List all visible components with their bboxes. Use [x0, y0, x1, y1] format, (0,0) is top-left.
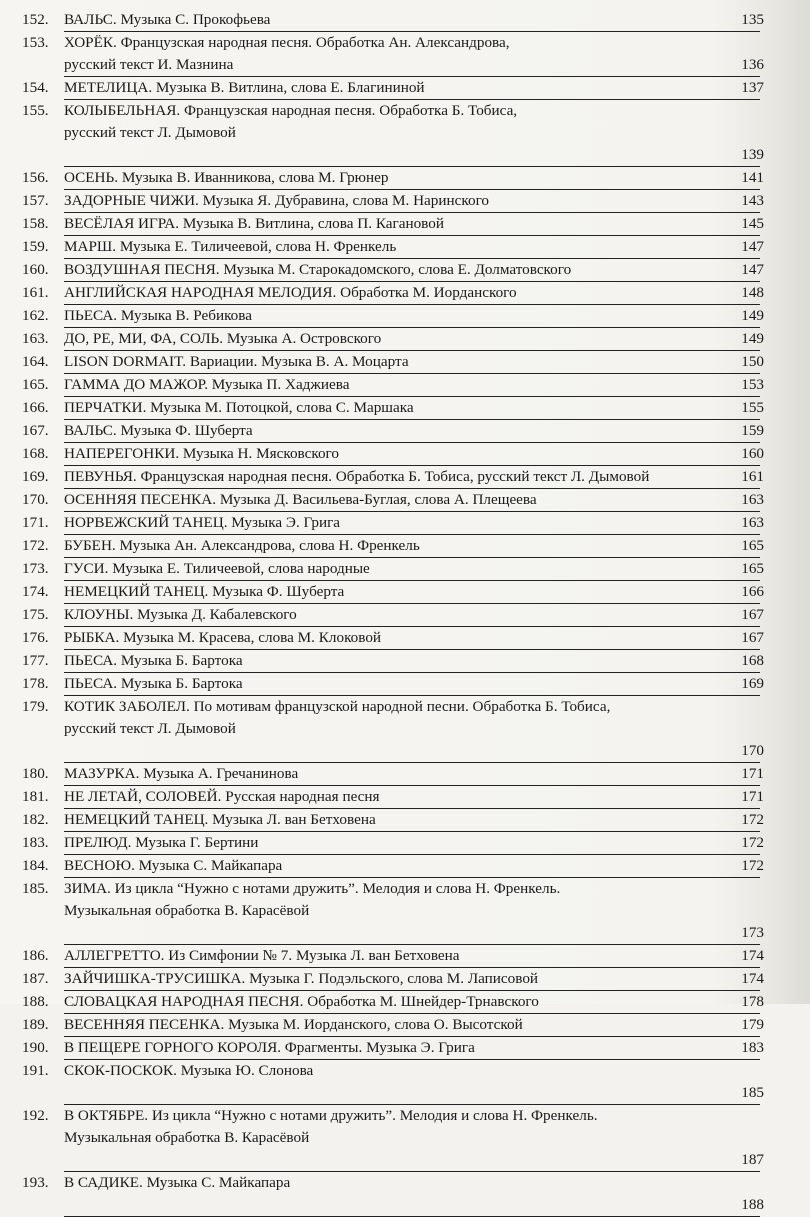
entry-title-line: ЗИМА. Из цикла “Нужно с нотами дружить”. Мелодия и слова Н. Френкель. — [64, 880, 561, 897]
toc-entry[interactable] — [22, 832, 764, 855]
entry-title-line: ГАММА ДО МАЖОР. Музыка П. Хаджиева — [64, 376, 350, 393]
entry-number: 180. — [22, 765, 49, 782]
entry-title-line: русский текст И. Мазнина — [64, 56, 234, 73]
entry-number: 185. — [22, 880, 49, 897]
entry-page-number: 167 — [741, 606, 764, 623]
page-number-leader — [64, 1194, 760, 1217]
entry-number: 153. — [22, 34, 49, 51]
table-of-contents — [22, 9, 764, 1217]
toc-entry[interactable] — [22, 581, 764, 604]
entry-title-line: АЛЛЕГРЕТТО. Из Симфонии № 7. Музыка Л. ван Бетховена — [64, 947, 460, 964]
entry-page-number: 163 — [741, 514, 764, 531]
entry-page-number: 155 — [741, 399, 764, 416]
toc-entry[interactable] — [22, 190, 764, 213]
entry-number: 183. — [22, 834, 49, 851]
entry-title-line: ОСЕННЯЯ ПЕСЕНКА. Музыка Д. Васильева-Буглая, слова А. Плещеева — [64, 491, 537, 508]
toc-entry[interactable] — [22, 627, 764, 650]
entry-number: 189. — [22, 1016, 49, 1033]
toc-entry[interactable] — [22, 1105, 764, 1172]
entry-number: 166. — [22, 399, 49, 416]
entry-page-number: 183 — [741, 1039, 764, 1056]
entry-number: 152. — [22, 11, 49, 28]
toc-entry[interactable] — [22, 32, 764, 77]
entry-number: 188. — [22, 993, 49, 1010]
toc-entry[interactable] — [22, 397, 764, 420]
entry-page-number: 136 — [741, 56, 764, 73]
toc-entry[interactable] — [22, 878, 764, 945]
toc-entry[interactable] — [22, 650, 764, 673]
entry-number: 177. — [22, 652, 49, 669]
entry-page-number: 168 — [741, 652, 764, 669]
entry-page-number: 179 — [741, 1016, 764, 1033]
entry-title-line: ГУСИ. Музыка Е. Тиличеевой, слова народные — [64, 560, 370, 577]
toc-entry[interactable] — [22, 1060, 764, 1105]
entry-page-number: 145 — [741, 215, 764, 232]
entry-page-number: 165 — [741, 560, 764, 577]
entry-page-number: 139 — [741, 146, 764, 163]
entry-title-line: ВЕСЕННЯЯ ПЕСЕНКА. Музыка М. Иорданского, слова О. Высотской — [64, 1016, 523, 1033]
toc-entry[interactable] — [22, 1037, 764, 1060]
entry-page-number: 137 — [741, 79, 764, 96]
entry-number: 173. — [22, 560, 49, 577]
entry-page-number: 141 — [741, 169, 764, 186]
entry-title-line: ЗАЙЧИШКА-ТРУСИШКА. Музыка Г. Подэльского, слова М. Лаписовой — [64, 970, 539, 987]
entry-page-number: 165 — [741, 537, 764, 554]
entry-title-line: НЕМЕЦКИЙ ТАНЕЦ. Музыка Л. ван Бетховена — [64, 811, 376, 828]
entry-title-line: ВАЛЬС. Музыка С. Прокофьева — [64, 11, 271, 28]
toc-entry[interactable] — [22, 535, 764, 558]
entry-number: 184. — [22, 857, 49, 874]
entry-page-number: 147 — [741, 261, 764, 278]
entry-number: 186. — [22, 947, 49, 964]
toc-entry[interactable] — [22, 786, 764, 809]
entry-title-line: ПЕВУНЬЯ. Французская народная песня. Обработка Б. Тобиса, русский текст Л. Дымовой — [64, 468, 650, 485]
entry-page-number: 171 — [741, 788, 764, 805]
entry-number: 187. — [22, 970, 49, 987]
toc-entry[interactable] — [22, 213, 764, 236]
entry-number: 178. — [22, 675, 49, 692]
entry-title-line: В ОКТЯБРЕ. Из цикла “Нужно с нотами дружить”. Мелодия и слова Н. Френкель. — [64, 1107, 598, 1124]
entry-title-line: СЛОВАЦКАЯ НАРОДНАЯ ПЕСНЯ. Обработка М. Шнейдер-Трнавского — [64, 993, 539, 1010]
entry-number: 181. — [22, 788, 49, 805]
entry-page-number: 149 — [741, 330, 764, 347]
entry-title-line: ПЬЕСА. Музыка Б. Бартока — [64, 652, 243, 669]
entry-page-number: 161 — [741, 468, 764, 485]
entry-number: 164. — [22, 353, 49, 370]
toc-entry[interactable] — [22, 696, 764, 763]
entry-title-line: ВАЛЬС. Музыка Ф. Шуберта — [64, 422, 253, 439]
entry-page-number: 166 — [741, 583, 764, 600]
toc-entry[interactable] — [22, 991, 764, 1014]
toc-entry[interactable] — [22, 604, 764, 627]
entry-page-number: 149 — [741, 307, 764, 324]
page-number-leader — [64, 740, 760, 763]
entry-page-number: 153 — [741, 376, 764, 393]
toc-entry[interactable] — [22, 374, 764, 397]
entry-page-number: 135 — [741, 11, 764, 28]
entry-title-line: КЛОУНЫ. Музыка Д. Кабалевского — [64, 606, 297, 623]
entry-number: 163. — [22, 330, 49, 347]
entry-title-line: НЕ ЛЕТАЙ, СОЛОВЕЙ. Русская народная песня — [64, 788, 380, 805]
entry-number: 169. — [22, 468, 49, 485]
entry-title-line: Музыкальная обработка В. Карасёвой — [64, 902, 310, 919]
entry-title-line: НАПЕРЕГОНКИ. Музыка Н. Мясковского — [64, 445, 340, 462]
entry-page-number: 170 — [741, 742, 764, 759]
page-number-leader — [64, 1082, 760, 1105]
entry-title-line: АНГЛИЙСКАЯ НАРОДНАЯ МЕЛОДИЯ. Обработка М. Иорданского — [64, 284, 517, 301]
entry-number: 171. — [22, 514, 49, 531]
entry-title-line: ВЕСЁЛАЯ ИГРА. Музыка В. Витлина, слова П. Кагановой — [64, 215, 444, 232]
entry-title-line: НОРВЕЖСКИЙ ТАНЕЦ. Музыка Э. Грига — [64, 514, 341, 531]
entry-number: 159. — [22, 238, 49, 255]
entry-title-line: ПЕРЧАТКИ. Музыка М. Потоцкой, слова С. Маршака — [64, 399, 414, 416]
toc-entry[interactable] — [22, 351, 764, 374]
entry-title-line: LISON DORMAIT. Вариации. Музыка В. А. Моцарта — [64, 353, 409, 370]
entry-number: 193. — [22, 1174, 49, 1191]
entry-number: 175. — [22, 606, 49, 623]
toc-entry[interactable] — [22, 558, 764, 581]
entry-title-line: ОСЕНЬ. Музыка В. Иванникова, слова М. Грюнер — [64, 169, 389, 186]
entry-page-number: 169 — [741, 675, 764, 692]
page-number-leader — [64, 1149, 760, 1172]
entry-title-line: МАЗУРКА. Музыка А. Гречанинова — [64, 765, 299, 782]
toc-entry[interactable] — [22, 282, 764, 305]
toc-entry[interactable] — [22, 443, 764, 466]
toc-entry[interactable] — [22, 167, 764, 190]
entry-number: 179. — [22, 698, 49, 715]
page-number-leader — [64, 144, 760, 167]
toc-entry[interactable] — [22, 489, 764, 512]
toc-entry[interactable] — [22, 763, 764, 786]
toc-entry[interactable] — [22, 420, 764, 443]
entry-title-line: В САДИКЕ. Музыка С. Майкапара — [64, 1174, 291, 1191]
entry-title-line: БУБЕН. Музыка Ан. Александрова, слова Н. Френкель — [64, 537, 420, 554]
entry-title-line: МЕТЕЛИЦА. Музыка В. Витлина, слова Е. Благининой — [64, 79, 425, 96]
entry-title-line: русский текст Л. Дымовой — [64, 720, 236, 737]
entry-page-number: 148 — [741, 284, 764, 301]
entry-title-line: РЫБКА. Музыка М. Красева, слова М. Клоковой — [64, 629, 382, 646]
entry-page-number: 171 — [741, 765, 764, 782]
toc-entry[interactable] — [22, 512, 764, 535]
toc-entry[interactable] — [22, 968, 764, 991]
entry-page-number: 188 — [741, 1196, 764, 1213]
entry-number: 170. — [22, 491, 49, 508]
entry-page-number: 172 — [741, 857, 764, 874]
toc-entry[interactable] — [22, 673, 764, 696]
entry-number: 190. — [22, 1039, 49, 1056]
entry-title-line: Музыкальная обработка В. Карасёвой — [64, 1129, 310, 1146]
entry-title-line: русский текст Л. Дымовой — [64, 124, 236, 141]
entry-number: 167. — [22, 422, 49, 439]
toc-entry[interactable] — [22, 236, 764, 259]
toc-entry[interactable] — [22, 9, 764, 32]
toc-entry[interactable] — [22, 305, 764, 328]
entry-page-number: 174 — [741, 970, 764, 987]
entry-page-number: 159 — [741, 422, 764, 439]
page-number-leader — [64, 922, 760, 945]
toc-entry[interactable] — [22, 328, 764, 351]
entry-page-number: 167 — [741, 629, 764, 646]
entry-number: 176. — [22, 629, 49, 646]
entry-title-line: ПЬЕСА. Музыка Б. Бартока — [64, 675, 243, 692]
entry-number: 165. — [22, 376, 49, 393]
entry-page-number: 150 — [741, 353, 764, 370]
entry-title-line: ПЬЕСА. Музыка В. Ребикова — [64, 307, 252, 324]
entry-title-line: СКОК-ПОСКОК. Музыка Ю. Слонова — [64, 1062, 314, 1079]
entry-title-line: ВЕСНОЮ. Музыка С. Майкапара — [64, 857, 283, 874]
entry-number: 158. — [22, 215, 49, 232]
entry-title-line: КОТИК ЗАБОЛЕЛ. По мотивам французской народной песни. Обработка Б. Тобиса, — [64, 698, 611, 715]
entry-title-line: ХОРЁК. Французская народная песня. Обработка Ан. Александрова, — [64, 34, 510, 51]
entry-number: 154. — [22, 79, 49, 96]
entry-number: 156. — [22, 169, 49, 186]
entry-page-number: 163 — [741, 491, 764, 508]
entry-title-line: ПРЕЛЮД. Музыка Г. Бертини — [64, 834, 259, 851]
entry-page-number: 160 — [741, 445, 764, 462]
entry-number: 182. — [22, 811, 49, 828]
entry-page-number: 187 — [741, 1151, 764, 1168]
toc-entry[interactable] — [22, 809, 764, 832]
entry-number: 161. — [22, 284, 49, 301]
entry-title-line: ЗАДОРНЫЕ ЧИЖИ. Музыка Я. Дубравина, слова М. Наринского — [64, 192, 490, 209]
entry-title-line: МАРШ. Музыка Е. Тиличеевой, слова Н. Френкель — [64, 238, 397, 255]
toc-entry[interactable] — [22, 1172, 764, 1217]
toc-entry[interactable] — [22, 259, 764, 282]
entry-number: 160. — [22, 261, 49, 278]
entry-number: 172. — [22, 537, 49, 554]
entry-number: 192. — [22, 1107, 49, 1124]
entry-page-number: 173 — [741, 924, 764, 941]
toc-entry[interactable] — [22, 100, 764, 167]
entry-page-number: 172 — [741, 834, 764, 851]
toc-entry[interactable] — [22, 77, 764, 100]
entry-page-number: 143 — [741, 192, 764, 209]
toc-entry[interactable] — [22, 945, 764, 968]
toc-entry[interactable] — [22, 855, 764, 878]
entry-page-number: 174 — [741, 947, 764, 964]
entry-title-line: НЕМЕЦКИЙ ТАНЕЦ. Музыка Ф. Шуберта — [64, 583, 345, 600]
entry-number: 155. — [22, 102, 49, 119]
toc-entry[interactable] — [22, 1014, 764, 1037]
entry-title-line: КОЛЫБЕЛЬНАЯ. Французская народная песня. Обработка Б. Тобиса, — [64, 102, 518, 119]
entry-page-number: 147 — [741, 238, 764, 255]
entry-title-line: ДО, РЕ, МИ, ФА, СОЛЬ. Музыка А. Островского — [64, 330, 382, 347]
entry-page-number: 172 — [741, 811, 764, 828]
entry-number: 174. — [22, 583, 49, 600]
entry-title-line: ВОЗДУШНАЯ ПЕСНЯ. Музыка М. Старокадомского, слова Е. Долматовского — [64, 261, 572, 278]
entry-number: 168. — [22, 445, 49, 462]
entry-number: 191. — [22, 1062, 49, 1079]
entry-title-line: В ПЕЩЕРЕ ГОРНОГО КОРОЛЯ. Фрагменты. Музыка Э. Грига — [64, 1039, 475, 1056]
entry-number: 157. — [22, 192, 49, 209]
entry-number: 162. — [22, 307, 49, 324]
toc-entry[interactable] — [22, 466, 764, 489]
entry-page-number: 178 — [741, 993, 764, 1010]
entry-page-number: 185 — [741, 1084, 764, 1101]
